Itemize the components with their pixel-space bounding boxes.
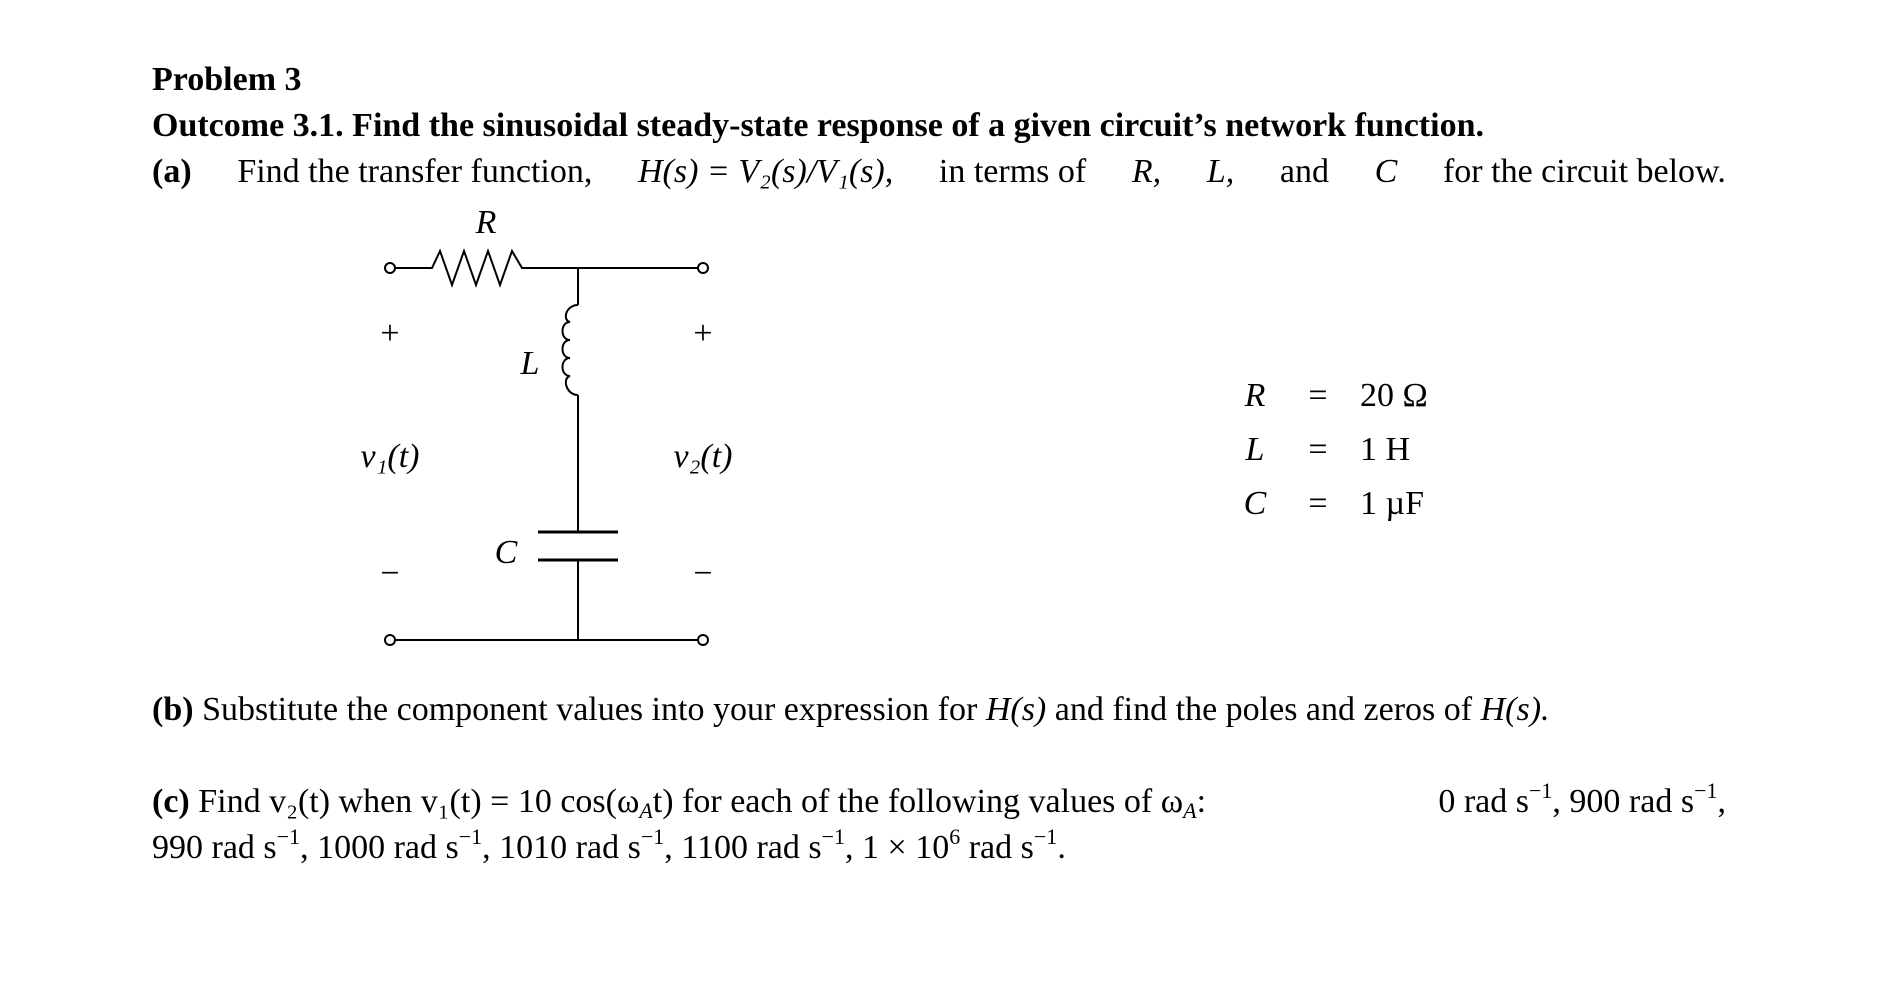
freq-0: 0 rad s <box>1438 783 1529 820</box>
value-row-R-symbol: R <box>1244 377 1266 414</box>
exp-990: −1 <box>276 824 301 849</box>
comma-990: , <box>300 829 309 866</box>
comma-1100: , <box>845 829 854 866</box>
part-b-text-1: Substitute the component values into your expression for <box>202 691 978 728</box>
part-a-and: and <box>1279 153 1329 190</box>
output-terminal-bottom <box>698 635 708 645</box>
value-row-L-value: 1 H <box>1360 431 1411 468</box>
symbol-R: R, <box>1131 153 1162 190</box>
exp-1000: −1 <box>458 824 483 849</box>
part-b-text-2: and find the poles and zeros of <box>1054 691 1473 728</box>
part-c-text-a: Find v₂(t) when v₁(t) = 10 cos(ω <box>198 783 640 820</box>
input-terminal-bottom <box>385 635 395 645</box>
comma-1000: , <box>482 829 491 866</box>
input-voltage-label: v₁(t) <box>360 438 420 475</box>
part-a-label: (a) <box>152 153 192 190</box>
comma-900: , <box>1717 783 1726 820</box>
freq-1000: 1000 rad s <box>317 829 459 866</box>
C-label: C <box>494 534 518 571</box>
comma-1010: , <box>664 829 673 866</box>
freq-990: 990 rad s <box>152 829 277 866</box>
L-label: L <box>520 345 540 382</box>
part-b-H2: H(s). <box>1480 691 1550 728</box>
final-period: . <box>1057 829 1066 866</box>
freq-1e6-unit: rad s <box>960 829 1034 866</box>
freq-1e6-exp: 6 <box>949 824 961 849</box>
part-a-text-3: for the circuit below. <box>1442 153 1726 190</box>
input-terminal-top <box>385 263 395 273</box>
comma-0: , <box>1552 783 1561 820</box>
value-row-C-symbol: C <box>1243 485 1267 522</box>
part-b-label: (b) <box>152 691 194 728</box>
outcome-heading: Outcome 3.1. Find the sinusoidal steady-state response of a given circuit’s network function. <box>152 107 1484 144</box>
value-row-C-eq: = <box>1308 485 1328 522</box>
part-a-text-1: Find the transfer function, <box>237 153 593 190</box>
freq-1010: 1010 rad s <box>499 829 641 866</box>
part-c-line-1 <box>152 778 1726 823</box>
exp-1e6: −1 <box>1033 824 1058 849</box>
value-row-L-eq: = <box>1308 431 1328 468</box>
value-row-R-eq: = <box>1308 377 1328 414</box>
inductor <box>563 305 579 395</box>
transfer-function-expr: H(s) = V₂(s)/V₁(s), <box>638 153 894 190</box>
input-minus-sign: − <box>380 555 400 592</box>
value-row-R-value: 20 Ω <box>1360 377 1428 414</box>
freq-1100: 1100 rad s <box>681 829 822 866</box>
symbol-L: L, <box>1206 153 1235 190</box>
part-a-text-2: in terms of <box>938 153 1087 190</box>
R-label: R <box>475 204 497 241</box>
output-minus-sign: − <box>693 555 713 592</box>
omega-sub-A-2: A <box>1183 798 1197 823</box>
exp-1100: −1 <box>821 824 846 849</box>
part-c-colon: : <box>1196 783 1207 820</box>
part-c-label: (c) <box>152 783 190 820</box>
resistor <box>395 251 578 285</box>
value-row-L-symbol: L <box>1245 431 1265 468</box>
symbol-C: C <box>1374 153 1398 190</box>
exp-900: −1 <box>1694 778 1718 803</box>
freq-900: 900 rad s <box>1569 783 1695 820</box>
exp-0: −1 <box>1529 778 1553 803</box>
value-row-C-value: 1 µF <box>1360 485 1424 522</box>
output-voltage-label: v₂(t) <box>673 438 733 475</box>
part-b-H1: H(s) <box>985 691 1047 728</box>
part-c-text-b: t) for each of the following values of ω <box>652 783 1184 820</box>
input-plus-sign: + <box>380 315 400 352</box>
part-b-text <box>152 690 1550 730</box>
problem-title: Problem 3 <box>152 61 302 98</box>
exp-1010: −1 <box>640 824 665 849</box>
part-c-line-2 <box>152 824 1066 868</box>
omega-sub-A-1: A <box>639 798 653 823</box>
output-terminal-top <box>698 263 708 273</box>
freq-1e6: 1 × 10 <box>862 829 950 866</box>
output-plus-sign: + <box>693 315 713 352</box>
